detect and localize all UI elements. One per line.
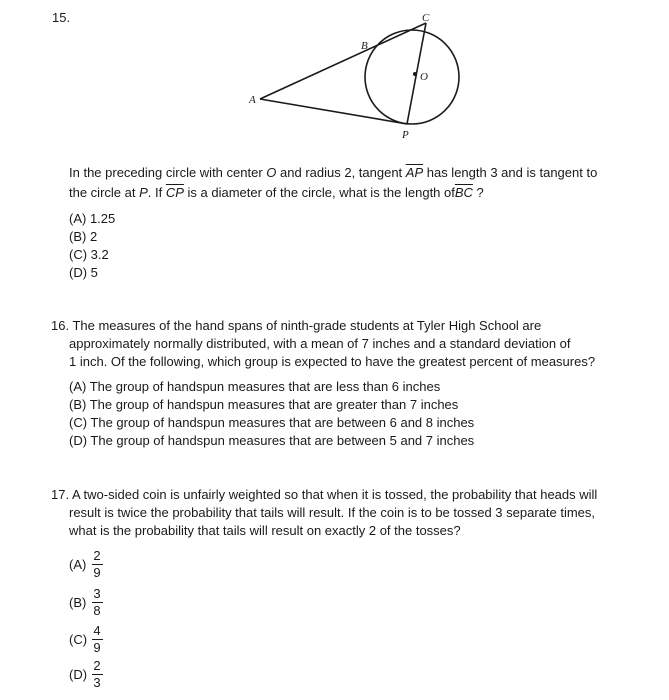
option-c: (C) The group of handspun measures that are between 6 and 8 inches [69,415,475,430]
numerator: 4 [93,623,101,638]
label-p: P [402,129,409,141]
option-b-label: (B) [69,595,87,610]
denominator: 3 [93,675,101,690]
label-a: A [249,94,256,106]
option-a-fraction [90,549,104,580]
denominator: 8 [93,603,101,618]
option-a: (A) 1.25 [69,211,116,226]
center-point [413,72,417,76]
secant-ab [260,23,426,99]
question-17-stem-line-3: what is the probability that tails will result on exactly 2 of the tosses? [69,523,461,538]
denominator: 9 [93,565,101,580]
option-b: (B) 2 [69,229,98,244]
question-16-stem-line-2: approximately normally distributed, with a mean of 7 inches and a standard deviation of [69,336,571,351]
label-o: O [420,71,428,83]
option-d: (D) The group of handspun measures that are between 5 and 7 inches [69,433,475,448]
question-16-stem-line-1: 16. The measures of the hand spans of ninth-grade students at Tyler High School are [51,318,542,333]
option-b: (B) The group of handspun measures that are greater than 7 inches [69,397,459,412]
label-c: C [422,12,430,24]
numerator: 2 [93,548,101,563]
numerator: 2 [93,658,101,673]
circle-figure [240,0,480,150]
option-a-label: (A) [69,557,87,572]
denominator: 9 [93,640,101,655]
question-15-stem-line-2: the circle at P. If $\overline{CP}$ is a diameter of the circle, what is the length $of\overline{BC}$ ? [69,185,484,200]
option-c: (C) 3.2 [69,247,109,262]
question-17-stem-line-2: result is twice the probability that tails will result. If the coin is to be tossed 3 separate times, [69,505,596,520]
option-d-label: (D) [69,667,88,682]
option-d-fraction [90,659,104,690]
question-17-stem-line-1: 17. A two-sided coin is unfairly weighted so that when it is tossed, the probability that heads will [51,487,598,502]
option-a: (A) The group of handspun measures that are less than 6 inches [69,379,441,394]
numerator: 3 [93,586,101,601]
tangent-ap [260,99,407,124]
option-d: (D) 5 [69,265,98,280]
option-c-label: (C) [69,632,88,647]
question-number: 15. [52,10,71,25]
option-c-fraction [90,624,104,655]
label-b: B [361,40,368,52]
question-16-stem-line-3: 1 inch. Of the following, which group is expected to have the greatest percent of measures? [69,354,596,369]
option-b-fraction [90,587,104,618]
question-15-stem-line-1: In the preceding circle with center O and radius 2, tangent $\overline{AP}$ has length 3 and is tangent to [69,165,598,180]
